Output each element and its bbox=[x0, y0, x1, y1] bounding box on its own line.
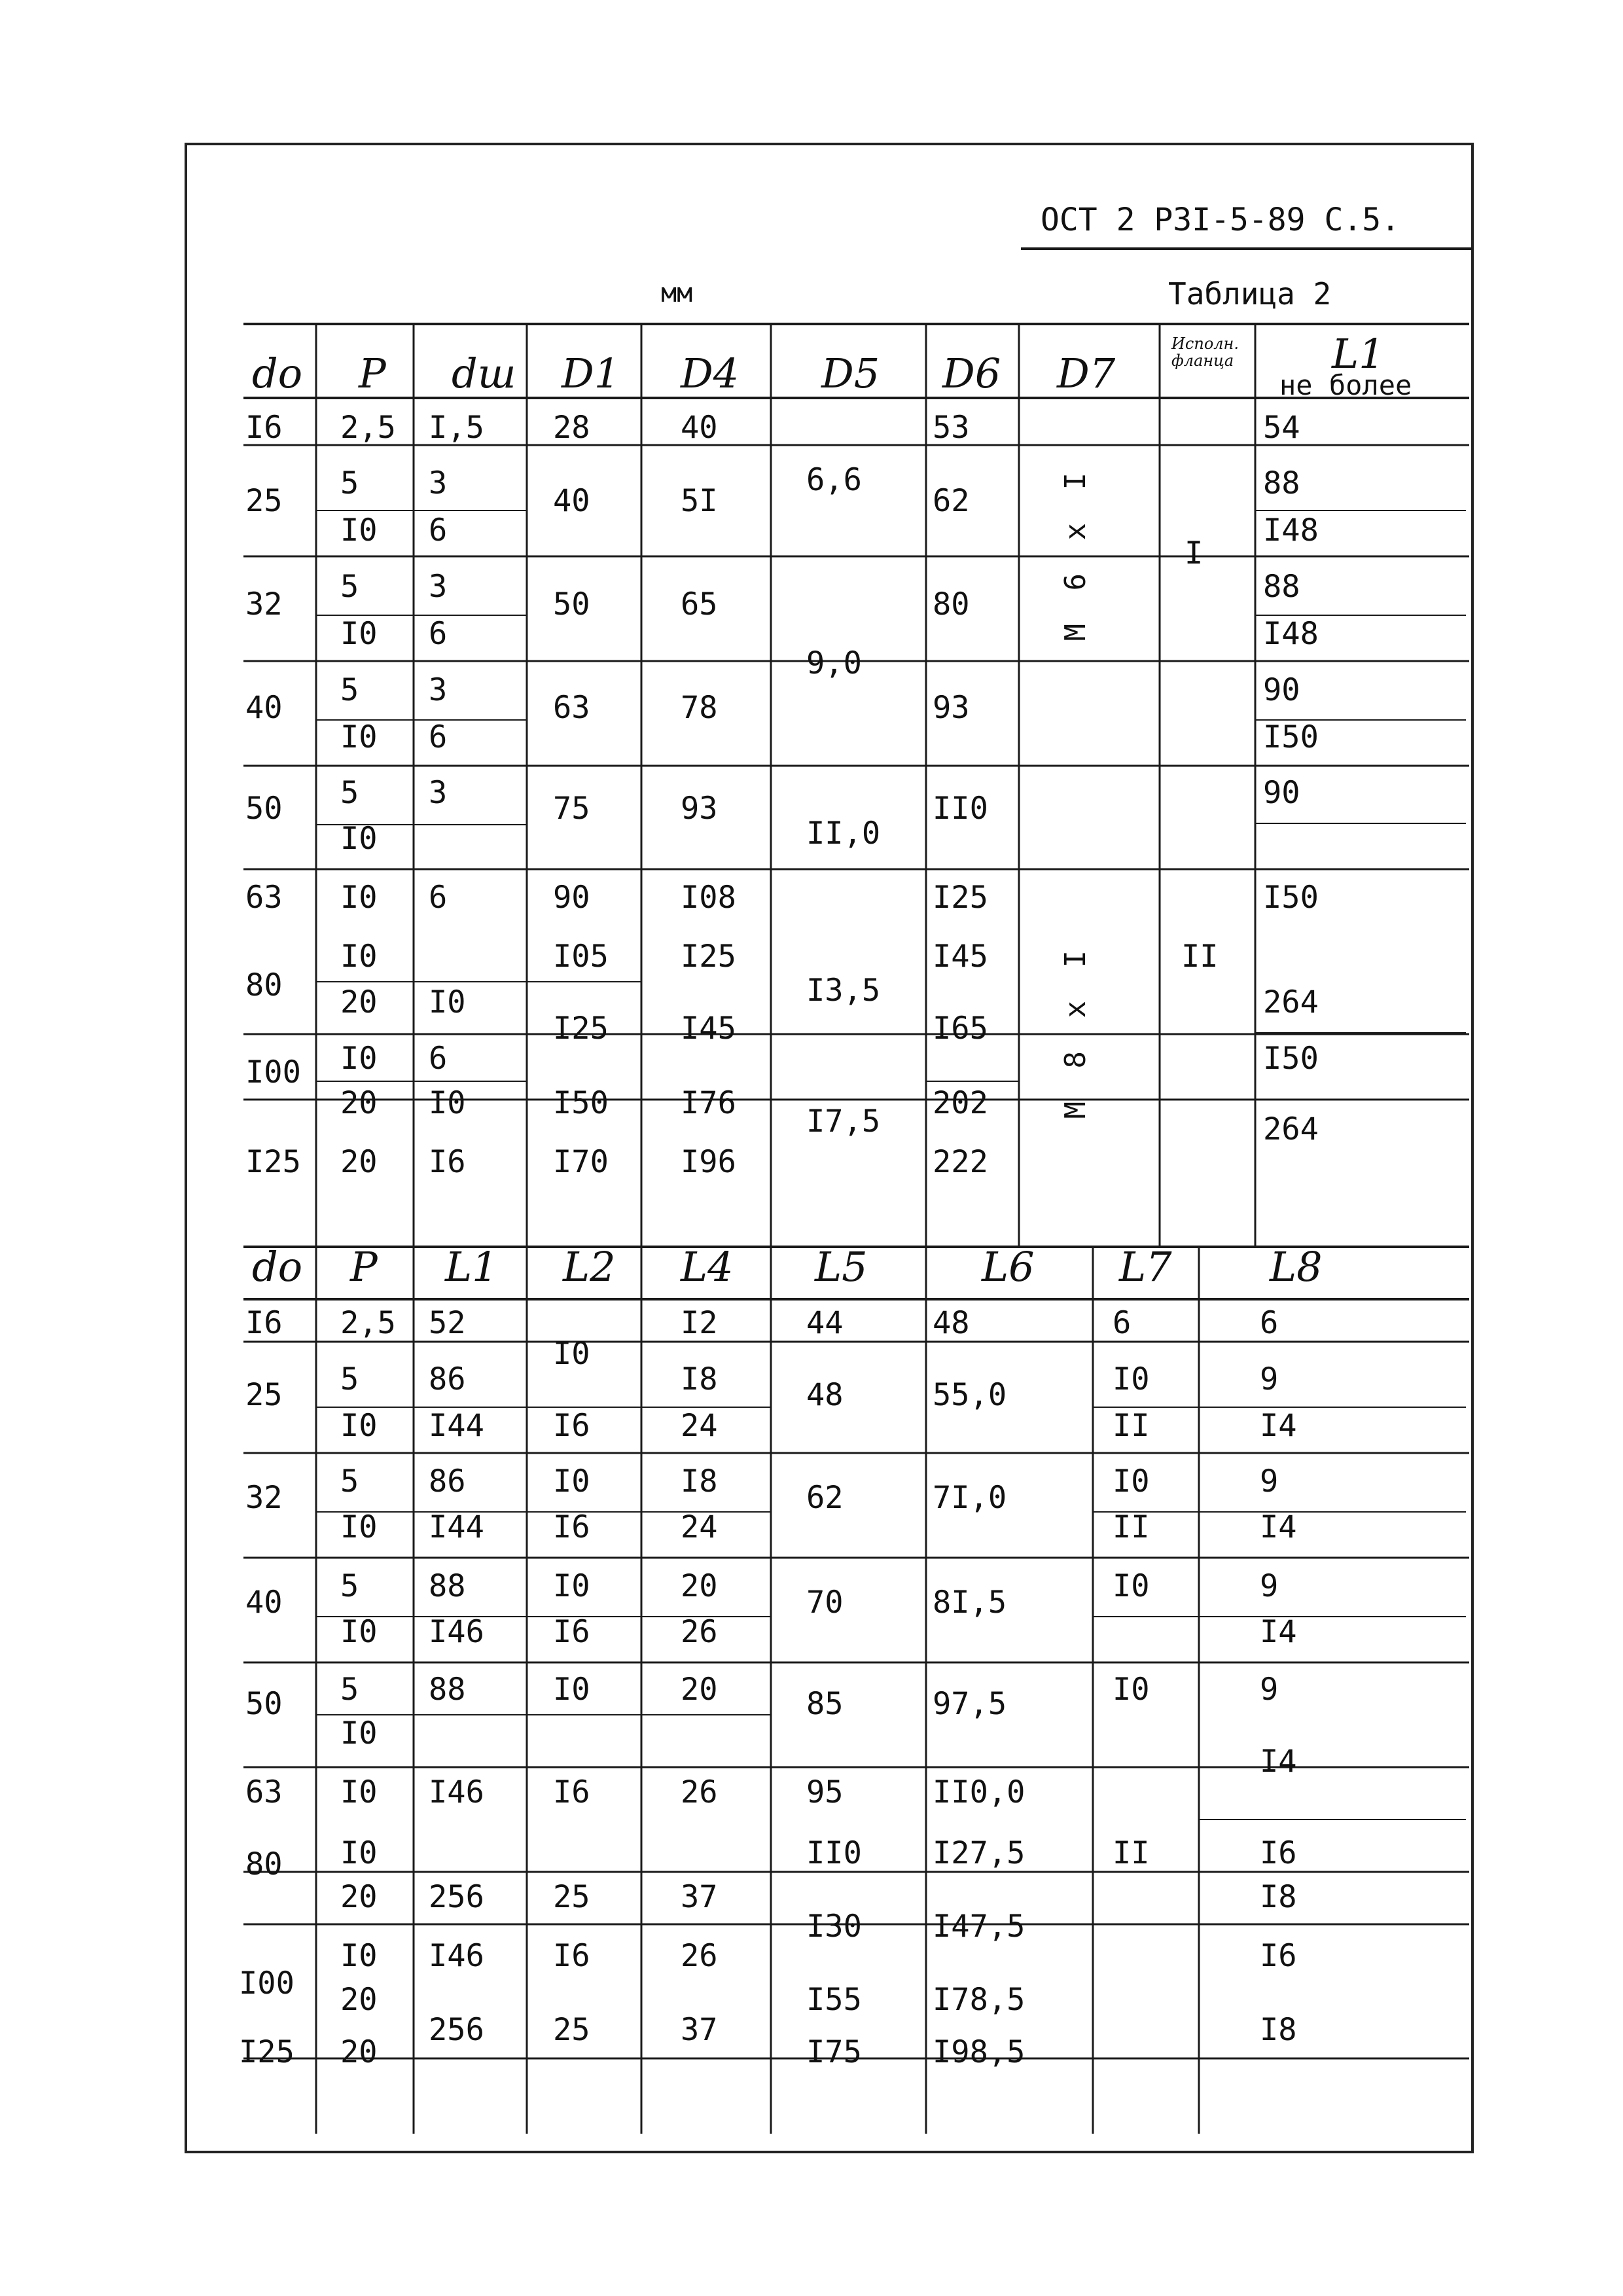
t1-d5-cell: II,0 bbox=[806, 816, 881, 852]
t1-l1-cell: 264 bbox=[1263, 984, 1319, 1020]
t1-p-cell: I0 bbox=[340, 939, 378, 975]
t1-d4-cell: I76 bbox=[681, 1085, 736, 1121]
t1-flange-cell: II bbox=[1181, 939, 1219, 975]
t1-dsh-cell: I,5 bbox=[429, 410, 484, 446]
t2-l1-cell: 88 bbox=[429, 1568, 466, 1604]
t2-header-l6: L6 bbox=[982, 1243, 1035, 1291]
t1-d1-cell: 90 bbox=[553, 880, 590, 916]
t2-l1-cell: 88 bbox=[429, 1672, 466, 1708]
t2-l6-cell: 48 bbox=[933, 1305, 970, 1341]
t2-l7-cell: II bbox=[1113, 1509, 1150, 1545]
t2-p-cell: 5 bbox=[340, 1568, 359, 1604]
t2-l8-cell: 9 bbox=[1260, 1672, 1279, 1708]
t2-l4-cell: I2 bbox=[681, 1305, 718, 1341]
t1-p-cell: I0 bbox=[340, 719, 378, 755]
t2-do-cell: 32 bbox=[245, 1480, 283, 1516]
header-d6: D6 bbox=[942, 350, 1001, 397]
t2-p-cell: I0 bbox=[340, 1715, 378, 1751]
t2-header-l7: L7 bbox=[1119, 1243, 1172, 1291]
t1-p-cell: I0 bbox=[340, 821, 378, 857]
t1-dsh-cell: 6 bbox=[429, 512, 448, 548]
t1-l1-cell: 264 bbox=[1263, 1111, 1319, 1147]
t1-d6-cell: I65 bbox=[933, 1011, 988, 1047]
t2-l7-cell: I0 bbox=[1113, 1672, 1150, 1708]
t1-l1-cell: I50 bbox=[1263, 719, 1319, 755]
t2-l7-cell: I0 bbox=[1113, 1361, 1150, 1397]
t1-d4-cell: I08 bbox=[681, 880, 736, 916]
t1-d7-cell: М 8 х I bbox=[1059, 942, 1092, 1119]
t1-dsh-cell: I0 bbox=[429, 1085, 466, 1121]
t1-l1-cell: 90 bbox=[1263, 672, 1300, 708]
t1-do-cell: 25 bbox=[245, 483, 283, 519]
t2-l7-cell: 6 bbox=[1113, 1305, 1132, 1341]
t1-d4-cell: 93 bbox=[681, 791, 718, 827]
t2-l6-cell: 7I,0 bbox=[933, 1480, 1007, 1516]
t2-l8-cell: I8 bbox=[1260, 1879, 1297, 1915]
t2-l4-cell: 20 bbox=[681, 1672, 718, 1708]
t2-l7-cell: I0 bbox=[1113, 1568, 1150, 1604]
t2-l5-cell: I55 bbox=[806, 1982, 862, 2018]
t2-l4-cell: 24 bbox=[681, 1408, 718, 1444]
header-d7: D7 bbox=[1057, 350, 1116, 397]
t1-do-cell: I25 bbox=[245, 1144, 301, 1180]
t2-l2-cell: I6 bbox=[553, 1408, 590, 1444]
t2-l5-cell: 70 bbox=[806, 1585, 844, 1621]
t2-l7-cell: I0 bbox=[1113, 1463, 1150, 1499]
t2-p-cell: I0 bbox=[340, 1509, 378, 1545]
t2-p-cell: 5 bbox=[340, 1672, 359, 1708]
t1-l1-cell: I50 bbox=[1263, 880, 1319, 916]
t1-do-cell: 40 bbox=[245, 690, 283, 726]
t1-dsh-cell: 3 bbox=[429, 672, 448, 708]
t2-header-l8: L8 bbox=[1270, 1243, 1323, 1291]
t2-l6-cell: I78,5 bbox=[933, 1982, 1026, 2018]
t1-p-cell: I0 bbox=[340, 512, 378, 548]
t1-d1-cell: I70 bbox=[553, 1144, 609, 1180]
t1-d1-cell: I05 bbox=[553, 939, 609, 975]
t2-l4-cell: I8 bbox=[681, 1463, 718, 1499]
t2-p-cell: 2,5 bbox=[340, 1305, 396, 1341]
t1-d6-cell: I25 bbox=[933, 880, 988, 916]
t1-dsh-cell: I0 bbox=[429, 984, 466, 1020]
t1-dsh-cell: 6 bbox=[429, 616, 448, 652]
t2-l1-cell: I46 bbox=[429, 1938, 484, 1974]
t2-l1-cell: I46 bbox=[429, 1774, 484, 1810]
header-dsh: dш bbox=[452, 350, 516, 397]
t1-do-cell: 32 bbox=[245, 586, 283, 622]
header-d4: D4 bbox=[681, 350, 740, 397]
t2-l8-cell: I6 bbox=[1260, 1835, 1297, 1871]
t2-header-l1: L1 bbox=[445, 1243, 498, 1291]
t2-l2-cell: I0 bbox=[553, 1463, 590, 1499]
t1-p-cell: 5 bbox=[340, 672, 359, 708]
t2-l6-cell: I98,5 bbox=[933, 2034, 1026, 2070]
t2-l1-cell: I46 bbox=[429, 1614, 484, 1650]
t1-p-cell: 5 bbox=[340, 465, 359, 501]
t2-l2-cell: I6 bbox=[553, 1774, 590, 1810]
t2-do-cell: 40 bbox=[245, 1585, 283, 1621]
t1-d1-cell: 28 bbox=[553, 410, 590, 446]
t2-l8-cell: 9 bbox=[1260, 1361, 1279, 1397]
t2-l1-cell: 256 bbox=[429, 1879, 484, 1915]
t1-p-cell: I0 bbox=[340, 1041, 378, 1077]
t1-flange-cell: I bbox=[1185, 535, 1204, 571]
t1-p-cell: I0 bbox=[340, 616, 378, 652]
t2-l5-cell: 48 bbox=[806, 1377, 844, 1413]
t2-l4-cell: 20 bbox=[681, 1568, 718, 1604]
t1-dsh-cell: I6 bbox=[429, 1144, 466, 1180]
t2-l5-cell: 44 bbox=[806, 1305, 844, 1341]
header-d5: D5 bbox=[821, 350, 880, 397]
t2-l7-cell: II bbox=[1113, 1408, 1150, 1444]
t2-l2-cell: I6 bbox=[553, 1614, 590, 1650]
t1-do-cell: I6 bbox=[245, 410, 283, 446]
t1-d7-cell: М 6 х I bbox=[1059, 465, 1092, 641]
t2-l8-cell: 6 bbox=[1260, 1305, 1279, 1341]
t1-dsh-cell: 6 bbox=[429, 1041, 448, 1077]
t2-l5-cell: 85 bbox=[806, 1686, 844, 1722]
t2-header-p: P bbox=[350, 1243, 378, 1291]
t2-l4-cell: 37 bbox=[681, 2012, 718, 2048]
t1-p-cell: 20 bbox=[340, 984, 378, 1020]
t1-l1-cell: I50 bbox=[1263, 1041, 1319, 1077]
t1-l1-cell: I48 bbox=[1263, 512, 1319, 548]
t1-p-cell: 2,5 bbox=[340, 410, 396, 446]
t2-l1-cell: 256 bbox=[429, 2012, 484, 2048]
t2-l8-cell: I4 bbox=[1260, 1509, 1297, 1545]
t2-p-cell: 5 bbox=[340, 1463, 359, 1499]
unit-label: мм bbox=[661, 278, 693, 308]
t2-header-l4: L4 bbox=[681, 1243, 734, 1291]
header-flange: Исполн. фланца bbox=[1171, 334, 1239, 370]
t1-l1-cell: 88 bbox=[1263, 569, 1300, 605]
t1-d6-cell: 93 bbox=[933, 690, 970, 726]
t2-l1-cell: 52 bbox=[429, 1305, 466, 1341]
t2-l8-cell: I4 bbox=[1260, 1614, 1297, 1650]
t1-do-cell: 50 bbox=[245, 791, 283, 827]
t1-d4-cell: 40 bbox=[681, 410, 718, 446]
t1-d5-cell: 6,6 bbox=[806, 462, 862, 498]
t1-do-cell: I00 bbox=[245, 1054, 301, 1090]
t2-l6-cell: I47,5 bbox=[933, 1909, 1026, 1945]
header-d1: D1 bbox=[562, 350, 620, 397]
t1-dsh-cell: 3 bbox=[429, 569, 448, 605]
t1-d4-cell: I96 bbox=[681, 1144, 736, 1180]
t1-d6-cell: 62 bbox=[933, 483, 970, 519]
t2-l6-cell: 97,5 bbox=[933, 1686, 1007, 1722]
t1-p-cell: 5 bbox=[340, 775, 359, 811]
t1-d1-cell: 75 bbox=[553, 791, 590, 827]
t2-l1-cell: I44 bbox=[429, 1509, 484, 1545]
header-do: do bbox=[252, 350, 303, 397]
t2-l4-cell: 26 bbox=[681, 1938, 718, 1974]
t2-l5-cell: I30 bbox=[806, 1909, 862, 1945]
t1-dsh-cell: 3 bbox=[429, 465, 448, 501]
t2-p-cell: 20 bbox=[340, 1982, 378, 2018]
t1-l1-cell: I48 bbox=[1263, 616, 1319, 652]
t1-d4-cell: I45 bbox=[681, 1011, 736, 1047]
t1-d6-cell: 53 bbox=[933, 410, 970, 446]
t2-l2-cell: I6 bbox=[553, 1509, 590, 1545]
t1-dsh-cell: 3 bbox=[429, 775, 448, 811]
t1-d1-cell: I50 bbox=[553, 1085, 609, 1121]
t2-do-cell: I6 bbox=[245, 1305, 283, 1341]
t1-l1-cell: 54 bbox=[1263, 410, 1300, 446]
t1-do-cell: 63 bbox=[245, 880, 283, 916]
t2-l5-cell: 62 bbox=[806, 1480, 844, 1516]
t2-do-cell: 25 bbox=[245, 1377, 283, 1413]
t2-l2-cell: I0 bbox=[553, 1672, 590, 1708]
t2-do-cell: I25 bbox=[239, 2034, 294, 2070]
t2-l2-cell: 25 bbox=[553, 2012, 590, 2048]
t2-p-cell: I0 bbox=[340, 1408, 378, 1444]
t2-l8-cell: I6 bbox=[1260, 1938, 1297, 1974]
t1-p-cell: 20 bbox=[340, 1085, 378, 1121]
t2-p-cell: I0 bbox=[340, 1835, 378, 1871]
t2-do-cell: 63 bbox=[245, 1774, 283, 1810]
t2-p-cell: I0 bbox=[340, 1774, 378, 1810]
t2-l4-cell: 24 bbox=[681, 1509, 718, 1545]
t1-d4-cell: I25 bbox=[681, 939, 736, 975]
t2-l6-cell: 8I,5 bbox=[933, 1585, 1007, 1621]
t1-p-cell: 5 bbox=[340, 569, 359, 605]
t1-d4-cell: 5I bbox=[681, 483, 718, 519]
t1-p-cell: 20 bbox=[340, 1144, 378, 1180]
t1-d1-cell: I25 bbox=[553, 1011, 609, 1047]
t2-header-do: do bbox=[252, 1243, 303, 1291]
t2-p-cell: 5 bbox=[340, 1361, 359, 1397]
t1-d6-cell: 222 bbox=[933, 1144, 988, 1180]
t1-d6-cell: 202 bbox=[933, 1085, 988, 1121]
t1-d6-cell: I45 bbox=[933, 939, 988, 975]
t2-l4-cell: 26 bbox=[681, 1614, 718, 1650]
t2-l5-cell: 95 bbox=[806, 1774, 844, 1810]
t2-l2-cell: I6 bbox=[553, 1938, 590, 1974]
t2-l4-cell: 37 bbox=[681, 1879, 718, 1915]
t1-d1-cell: 50 bbox=[553, 586, 590, 622]
t2-p-cell: 20 bbox=[340, 2034, 378, 2070]
t2-p-cell: I0 bbox=[340, 1614, 378, 1650]
t2-l4-cell: 26 bbox=[681, 1774, 718, 1810]
t1-d5-cell: I3,5 bbox=[806, 973, 881, 1009]
t2-l5-cell: II0 bbox=[806, 1835, 862, 1871]
t2-l8-cell: 9 bbox=[1260, 1568, 1279, 1604]
t2-l5-cell: I75 bbox=[806, 2034, 862, 2070]
t2-l8-cell: I8 bbox=[1260, 2012, 1297, 2048]
t2-l8-cell: I4 bbox=[1260, 1744, 1297, 1780]
t2-do-cell: 50 bbox=[245, 1686, 283, 1722]
t2-p-cell: 20 bbox=[340, 1879, 378, 1915]
t2-header-l5: L5 bbox=[815, 1243, 868, 1291]
header-l1-note: не более bbox=[1279, 369, 1412, 401]
t2-l2-cell: 25 bbox=[553, 1879, 590, 1915]
t2-l4-cell: I8 bbox=[681, 1361, 718, 1397]
t1-d1-cell: 63 bbox=[553, 690, 590, 726]
t2-header-l2: L2 bbox=[563, 1243, 616, 1291]
header-p: P bbox=[359, 350, 386, 397]
t1-d4-cell: 65 bbox=[681, 586, 718, 622]
t2-l2-cell: I0 bbox=[553, 1568, 590, 1604]
t1-p-cell: I0 bbox=[340, 880, 378, 916]
t2-l6-cell: I27,5 bbox=[933, 1835, 1026, 1871]
t2-l6-cell: II0,0 bbox=[933, 1774, 1026, 1810]
t2-p-cell: I0 bbox=[340, 1938, 378, 1974]
t1-d6-cell: II0 bbox=[933, 791, 988, 827]
t2-l1-cell: 86 bbox=[429, 1463, 466, 1499]
t1-d1-cell: 40 bbox=[553, 483, 590, 519]
t1-d4-cell: 78 bbox=[681, 690, 718, 726]
t2-do-cell: I00 bbox=[239, 1965, 294, 2001]
t1-l1-cell: 90 bbox=[1263, 775, 1300, 811]
t2-l2-cell: I0 bbox=[553, 1336, 590, 1372]
t1-l1-cell: 88 bbox=[1263, 465, 1300, 501]
t2-l7-cell: II bbox=[1113, 1835, 1150, 1871]
t1-d5-cell: 9,0 bbox=[806, 645, 862, 681]
t1-dsh-cell: 6 bbox=[429, 880, 448, 916]
t1-d5-cell: I7,5 bbox=[806, 1103, 881, 1139]
t2-l1-cell: 86 bbox=[429, 1361, 466, 1397]
t2-do-cell: 80 bbox=[245, 1846, 283, 1882]
t1-d6-cell: 80 bbox=[933, 586, 970, 622]
t2-l6-cell: 55,0 bbox=[933, 1377, 1007, 1413]
t1-dsh-cell: 6 bbox=[429, 719, 448, 755]
header-l1: L1 bbox=[1332, 330, 1385, 378]
t1-do-cell: 80 bbox=[245, 967, 283, 1003]
t2-l1-cell: I44 bbox=[429, 1408, 484, 1444]
table-label: Таблица 2 bbox=[1168, 276, 1332, 312]
t2-l8-cell: 9 bbox=[1260, 1463, 1279, 1499]
t2-l8-cell: I4 bbox=[1260, 1408, 1297, 1444]
document-designation: ОСТ 2 РЗI-5-89 С.5. bbox=[1041, 202, 1400, 238]
